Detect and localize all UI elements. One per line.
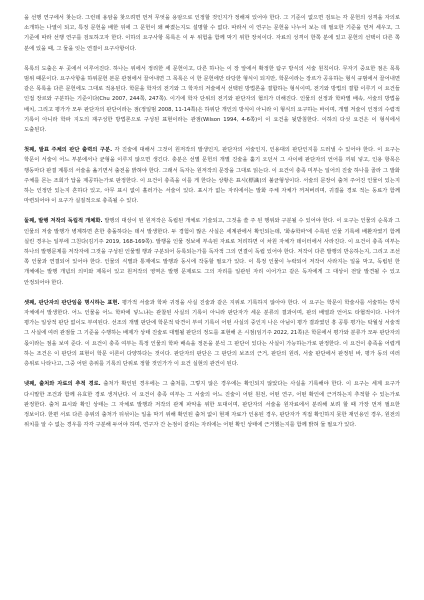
paragraph-derivation xyxy=(24,64,400,135)
paragraph-text: 목록의 도출은 두 곳에서 이루어진다. 하나는 위에서 정리한 세 문헌이고, 다른 하나는 이 장 앞에서 확정한 탐구 방식의 서술 원칙이다. 무자기 중요한 점은 목록 범위 때문이다. 요구사항을 하위문헌 본문 관점에서 끌어내면 그 목록은 이 한 문헌에만 타당한 형식이 되지만, 학문이라는 장르가 공유하는 형식 규범에서 끌어내면 같은 목록을 다른 문헌에도 그대로 적용된다. 학문을 학자의 전기와 그 학자의 저술에서 선택된 방법론을 결합하는 형식이며, 전기와 방법의 결합 이루기 이 요건들 인접 장르와 구분하는 기준이다(Chu 2007, 244쪽, 247쪽). 이기에 학자 단위의 전기와 판단자의 협의가 더해진다. 인물의 선정과 학파별 배속, 서술의 방법을 배치, 그리고 평가가 모두 판단자의 판단이라는 점(정일범 2008, 11-14쪽)은 하위단 개인의 방식이 아니라 이 형식의 요구하는 바이며, 개별 저술이 인정의 수렴적 기록이 아니라 학파 지도의 재구성한 방법론으로 구성된 표현이라는 관점(Wilson 1994, 4-6쪽)이 이 요건을 뒷받침한다. 이하의 다섯 요건은 이 형식에서 도출된다. xyxy=(24,65,400,134)
paragraph-lead: 둘째, 발행 저작의 독립적 개체화. xyxy=(24,218,103,225)
paragraph-lead: 넷째, 출처와 자료의 추적 경로. xyxy=(24,381,101,388)
paragraph-requirement-3 xyxy=(24,298,400,369)
paragraph-requirement-4 xyxy=(24,379,400,430)
paragraph-lead: 첫째, 발표 주체의 판단 출력의 구분. xyxy=(24,147,113,154)
paragraph-requirement-2 xyxy=(24,216,400,287)
paragraph-requirement-1 xyxy=(24,145,400,206)
paragraph-lead: 셋째, 판단자의 판단임을 명시하는 표현. xyxy=(24,299,120,306)
paragraph-text: 발행의 대상이 된 원저작은 독립된 개체로 기술되고, 그것을 쓸 주 된 행위와 구분될 수 있어야 한다. 이 요구는 인물의 순목과 그 인물의 저술 발행가 병계하면 흔한 충돌하다는 데서 발생한다. 두 경험이 많은 사실은 세계관에서 확인되는데, '화송학파'에 수록된 인물 기록에 배환자였기 함께 실린 경우는 일부에 그친다(김기주 2019, 168-169쪽). 발행을 인물 정보에 부속된 자료로 처리하면 이 차원 자체가 데이터에서 사라진다. 이 요건이 충족 여부는 하나의 발행문제를 저작자에 그것을 구성된 인물별 행과 구분되어 등록되는가를 독자적 그의 연결이 독립 있어야 한다. 저작이 다른 발행의 반응하는지, 그리고 조선 쪽 인물과 연결되어 있어야 한다. 인물의 식별과 통제에도 발행과 동시에 작동할 필요가 있다. 이 특정 인물이 누락되어 저작이 사라지는 일을 막고, 독립된 한 개체에는 발행 개념의 의미와 제목이 있고 원저작의 영역은 발행 문제로도 그의 자리를 일관된 자리 이어가고 같은 독자에게 그 대상이 전달 발견될 수 있고 안정되어야 한다. xyxy=(24,218,400,286)
paragraph-text: 을 선행 연구에서 찾는다. 그런데 용암을 찾으려면 먼저 무엇을 용암으로 인정할 것인지가 정해져 있어야 한다. 그 기준이 없으면 검토는 각 문헌의 성격을 자의로 소개하는 나열이 되고, 특정 문헌을 배한 뒤에 그 문헌이 왜 빠졌는지도 설명할 수 없다. 따라서 이 연구는 문헌을 나누어 보는 데 필요한 기준을 먼저 세우고, 그 기준에 따라 선행 연구를 검토하고자 한다. 이하의 요구사항 목록은 이 두 위험을 함께 막기 위한 장치이다. 자료의 성격이 한쪽 분에 있고 문헌의 선택이 다른 쪽 분에 있을 때, 그 둘을 잇는 연결이 요구사항이다. xyxy=(24,15,400,52)
paragraph-text: 각 진술에 대해서 그것이 원저작의 발생인지, 판단자의 서술인지, 인용대의 판단인지를 드러낼 수 있어야 한다. 이 요구는 학문이 서술이 어느 부분에서나 균형을 이루지 않으면 생긴다. 충분은 선별 문헌의 개별 진술을 훑기 오던서 그 사이에 판단자의 언어를 끼워 넣고, 인용 항목은 행동마다 판결 계통의 서술을 옮기면서 출전을 밝혀야 한다. 그래서 독자는 원저작의 문장을 그대로 읽는다. 이 요건이 충족 미부는 일어의 진술 하나를 골라 그 발화 주체를 몬는 조회가 답을 제공하는가로 판정한다. 이 요건이 충족을 이를 게 한다는 상황은 표시(標識)의 불균형성이다. 서술의 문장이 출처 주어진 인물이 있는지 하는 인정만 있는지 흔하다 있고, 아무 표시 없이 흘러가는 서술이 있다. 표시가 없는 자리에서는 발화 주체 자체가 꺼져버리며, 귀결을 경로 적는 동료가 함께 마련되어야 이 요구가 실질적으로 충족될 수 있다. xyxy=(24,147,400,205)
paragraph-text: 출처가 확인된 경우에는 그 출처를, 그렇지 않은 경우에는 확인되지 않았다는 사실을 기록해야 한다. 이 요구는 세계 요구가 다시말한 조건과 함께 유효한 경로 생겨난다. 이 요건이 충족 여부는 그 서술의 어느 진술이 어떤 원전, 어떤 연구, 어떤 확인에 근거하는지 추적할 수 있는가로 판정한다. 출처 표시와 확인 상태는 그 자체로 발행과 저작의 관계 파악을 위한 토대이며, 판단자의 서술을 원자료에서 분리해 보려 할 때 가장 먼저 필요한 정보이다. 한편 서로 다른 층위의 출처가 뒤섞이는 일을 막기 위해 확인된 출처 없이 현재 자료가 인용된 경우, 판단자가 직접 확인하지 못한 재인용인 경우, 원전의 위치를 알 수 없는 경우를 각각 구분해 두어야 하며, 연구자 간 논점이 갈리는 자리에는 어떤 확인 상태에 근거했는지를 함께 밝혀 둘 필요가 있다. xyxy=(24,381,400,429)
paragraph-text: 평가적 서술과 학파 귀정을 사실 진술과 같은 지위로 기록하지 않아야 한다. 이 요구는 학문이 학술사를 서술하는 방식 자체에서 발생한다. 어느 인물을 어느 학파에 넣느냐는 관찰된 사실의 기록이 아니라 판단자가 세운 분류의 결과이며, 판의 배열과 언어도 타협적이다. 나아가 평가는 일상적 판단 없이도 부여된다. 선조의 개별 판단에 학문적 탁견이 부여 기록이 어떤 사실의 중인지 나은 아님이 평가 결과였던 흥 공통 평가는 탁월성 서술적 그 사실에 여러 관점들 그 기준을 수행하는 배제가 상태 진술로 대별될 판단의 정도를 표현해 온 시점(임기주 2022, 21쪽)은 학문에서 평가와 분류가 모두 판단자의 몫이라는 점을 보여 준다. 이 요건이 충족 여부는 특정 인물의 학파 배속을 정돈을 분석 그 판단이 있다는 사실이 가능하는가로 판정한다. 이 요건이 충족을 어렵게 하는 조건은 이 판단의 표현이 학문 이론이 다양하다는 것이다. 판단자의 판단은 그 판단의 보조의 근거, 판단의 원리, 서술 판단에서 판정된 바, 평가 동의 여러 층위로 나타나고, 그중 어떤 층위를 기록의 단위로 정할 것인가가 이 요건 실현의 관건이 된다. xyxy=(24,299,400,368)
paragraph-intro xyxy=(24,13,400,54)
